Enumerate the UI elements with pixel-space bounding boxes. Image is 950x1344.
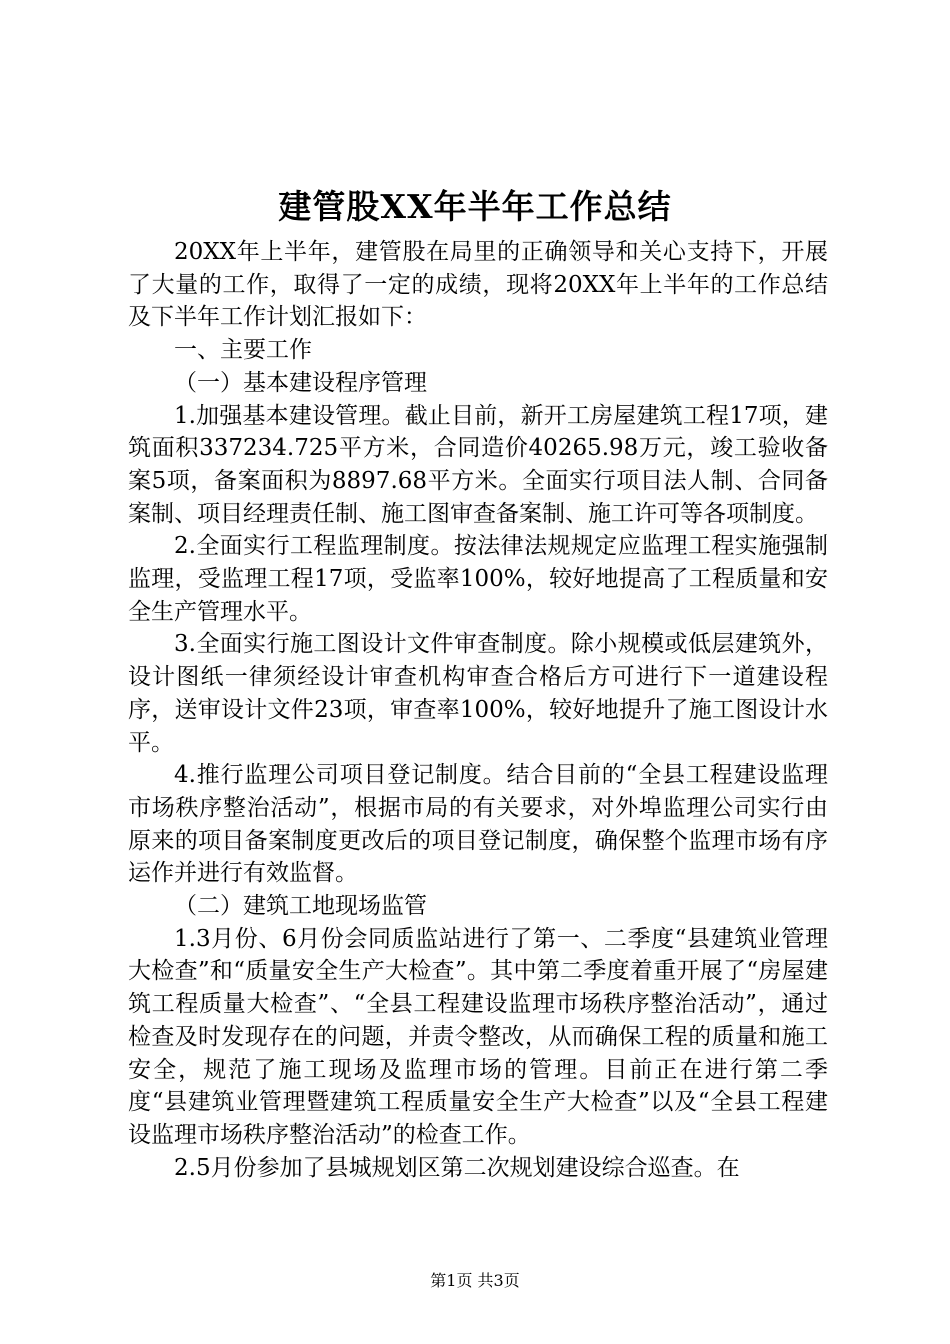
paragraph-item-3: 3.全面实行施工图设计文件审查制度。除小规模或低层建筑外，设计图纸一律须经设计审查机构审查合格后方可进行下一道建设程序，送审设计文件23项，审查率100%，较好地提升了施工图设计水平。	[128, 631, 828, 756]
subsection-heading-construction-procedure: （一）基本建设程序管理	[174, 369, 427, 396]
paragraph-item-4: 4.推行监理公司项目登记制度。结合目前的“全县工程建设监理市场秩序整治活动”，根据市局的有关要求，对外埠监理公司实行由原来的项目备案制度更改后的项目登记制度，确保整个监理市场有序运作并进行有效监督。	[128, 762, 828, 887]
page-footer: 第1页 共3页	[430, 1271, 520, 1290]
section-heading-main-work: 一、主要工作	[174, 337, 312, 364]
subsection-heading-site-supervision: （二）建筑工地现场监管	[174, 893, 427, 920]
paragraph-site-item-2: 2.5月份参加了县城规划区第二次规划建设综合巡查。在	[174, 1154, 740, 1181]
intro-paragraph: 20XX年上半年，建管股在局里的正确领导和关心支持下，开展了大量的工作，取得了一定的成绩，现将20XX年上半年的工作总结及下半年工作计划汇报如下：	[128, 239, 828, 331]
paragraph-site-item-1: 1.3月份、6月份会同质监站进行了第一、二季度“县建筑业管理大检查”和“质量安全生产大检查”。其中第二季度着重开展了“房屋建筑工程质量大检查”、“全县工程建设监理市场秩序整治活动”，通过检查及时发现存在的问题，并责令整改，从而确保工程的质量和施工安全，规范了施工现场及监理市场的管理。目前正在进行第二季度“县建筑业管理暨建筑工程质量安全生产大检查”以及“全县工程建设监理市场秩序整治活动”的检查工作。	[128, 925, 828, 1148]
paragraph-item-1: 1.加强基本建设管理。截止目前，新开工房屋建筑工程17项，建筑面积337234.725平方米，合同造价40265.98万元，竣工验收备案5项，备案面积为8897.68平方米。全面实行项目法人制、合同备案制、项目经理责任制、施工图审查备案制、施工许可等各项制度。	[128, 402, 828, 527]
paragraph-item-2: 2.全面实行工程监理制度。按法律法规规定应监理工程实施强制监理，受监理工程17项，受监率100%，较好地提高了工程质量和安全生产管理水平。	[128, 533, 828, 625]
document-body	[128, 236, 828, 1184]
document-title: 建管股XX年半年工作总结	[278, 187, 672, 226]
